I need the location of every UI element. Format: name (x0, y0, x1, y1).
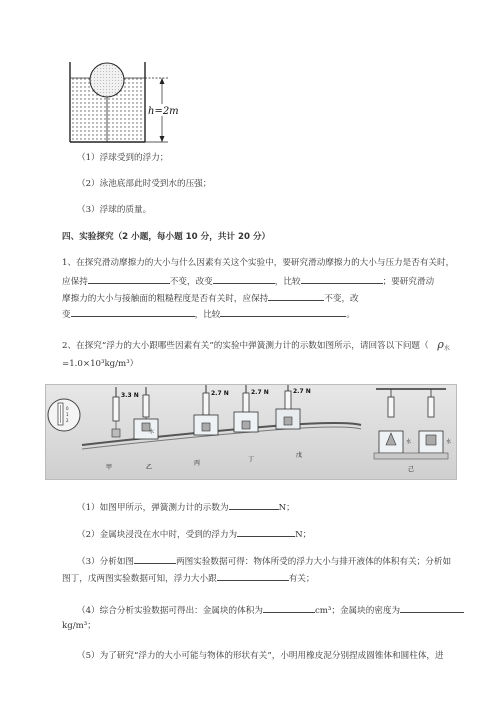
experiment-photo (45, 384, 457, 480)
q2-sub-1 (77, 500, 295, 514)
section-heading: 四、实验探究（2 小题，每小题 10 分，共计 20 分） (62, 232, 271, 242)
label-ding: 丁 (248, 456, 255, 463)
answer-blank[interactable] (237, 527, 295, 537)
answer-blank[interactable] (71, 307, 195, 317)
sub-question-2: （2）泳池底部此时受到水的压强； (77, 179, 212, 189)
reading-jia: 3.3 N (121, 392, 139, 399)
q2-line-2: =1.0×10³kg/m³） (62, 359, 139, 369)
q2-text: （1）如图甲所示，弹簧测力计的示数为 (77, 503, 229, 513)
answer-blank[interactable] (220, 307, 346, 317)
answer-blank[interactable] (301, 274, 383, 284)
q2-text: 有关； (288, 574, 315, 584)
water-label: 水 (446, 439, 452, 445)
answer-blank[interactable] (263, 603, 315, 613)
q2-text: （4）综合分析实验数据可得出：金属块的体积为 (77, 606, 263, 616)
q2-sub-5: （5）为了研究“浮力的大小可能与物体的形状有关”，小明用橡皮泥分别捏成圆锥体和圆柱体，进 (77, 651, 444, 661)
answer-blank[interactable] (134, 554, 176, 564)
q1-text: 不变，改 (324, 294, 359, 304)
q1-line-3 (62, 291, 359, 305)
setup-jia (112, 387, 120, 437)
answer-blank[interactable] (268, 291, 324, 301)
q2-text: 两图实验数据可得：物体所受的浮力大小与排开液体的体积有关；分析如 (176, 557, 452, 567)
inset-detail (48, 399, 80, 431)
reading-wu: 2.7 N (293, 388, 311, 395)
q2-sub-3-cont (62, 571, 315, 585)
q2-text: 2、在探究“浮力的大小跟哪些因素有关”的实验中弹簧测力计的示数如图所示，请回答以下问题（ (62, 341, 429, 351)
answer-blank[interactable] (229, 500, 279, 510)
label-jia: 甲 (106, 464, 113, 471)
q2-sub-4 (77, 603, 464, 617)
q2-text: N； (278, 503, 295, 513)
q2-text: cm³；金属块的密度为 (314, 606, 401, 616)
q2-text: N； (295, 530, 312, 540)
answer-blank[interactable] (217, 571, 289, 581)
label-wu: 戊 (296, 452, 303, 459)
q1-text: ，比较 (274, 277, 301, 287)
label-ji: 己 (408, 466, 415, 473)
setup-ji (374, 389, 448, 459)
q1-text: ；要研究滑动 (382, 277, 435, 287)
q2-sub-3 (77, 554, 451, 568)
q1-text: 摩擦力的大小与接触面的粗糙程度是否有关时，应保持 (62, 294, 269, 304)
q1-line-4 (62, 307, 355, 321)
q1-line-1: 1、在探究滑动摩擦力的大小与什么因素有关这个实验中，要研究滑动摩擦力的大小与压力是否有关时， (62, 258, 455, 268)
rho-subscript: 水 (443, 345, 450, 352)
svg-text:0: 0 (66, 406, 69, 411)
q1-text: ，比较 (194, 310, 221, 320)
q2-text: （3）分析如图 (77, 557, 135, 567)
water-label: 水 (149, 429, 155, 435)
label-yi: 乙 (146, 464, 153, 471)
sub-question-1: （1）浮球受到的浮力； (77, 153, 169, 163)
rho-symbol: ρ (437, 338, 444, 351)
q1-text: 变 (62, 310, 71, 320)
q1-text: 。 (346, 310, 356, 320)
q1-text: 应保持 (62, 277, 88, 287)
reading-bing: 2.7 N (211, 390, 229, 397)
q2-text: 图丁，戊两图实验数据可知，浮力大小跟 (62, 574, 217, 584)
q2-sub-4-cont: kg/m³； (62, 621, 96, 631)
svg-text:2: 2 (66, 418, 69, 423)
label-bing: 丙 (194, 460, 201, 467)
answer-blank[interactable] (400, 603, 464, 613)
answer-blank[interactable] (213, 274, 275, 284)
reading-ding: 2.7 N (251, 389, 269, 396)
q2-sub-2 (77, 527, 311, 541)
float-ball (90, 63, 124, 97)
water-label: 水 (406, 439, 412, 445)
sub-question-3: （3）浮球的质量。 (77, 205, 152, 215)
q1-line-2 (62, 274, 434, 288)
pool-figure (60, 58, 190, 146)
answer-blank[interactable] (88, 274, 170, 284)
q2-line-1 (62, 339, 450, 355)
q1-text: 不变，改变 (169, 277, 213, 287)
svg-text:1: 1 (66, 412, 69, 417)
q2-text: （2）金属块浸没在水中时，受到的浮力为 (77, 530, 238, 540)
height-label: h=2m (148, 106, 179, 117)
ground-curve (82, 423, 361, 445)
